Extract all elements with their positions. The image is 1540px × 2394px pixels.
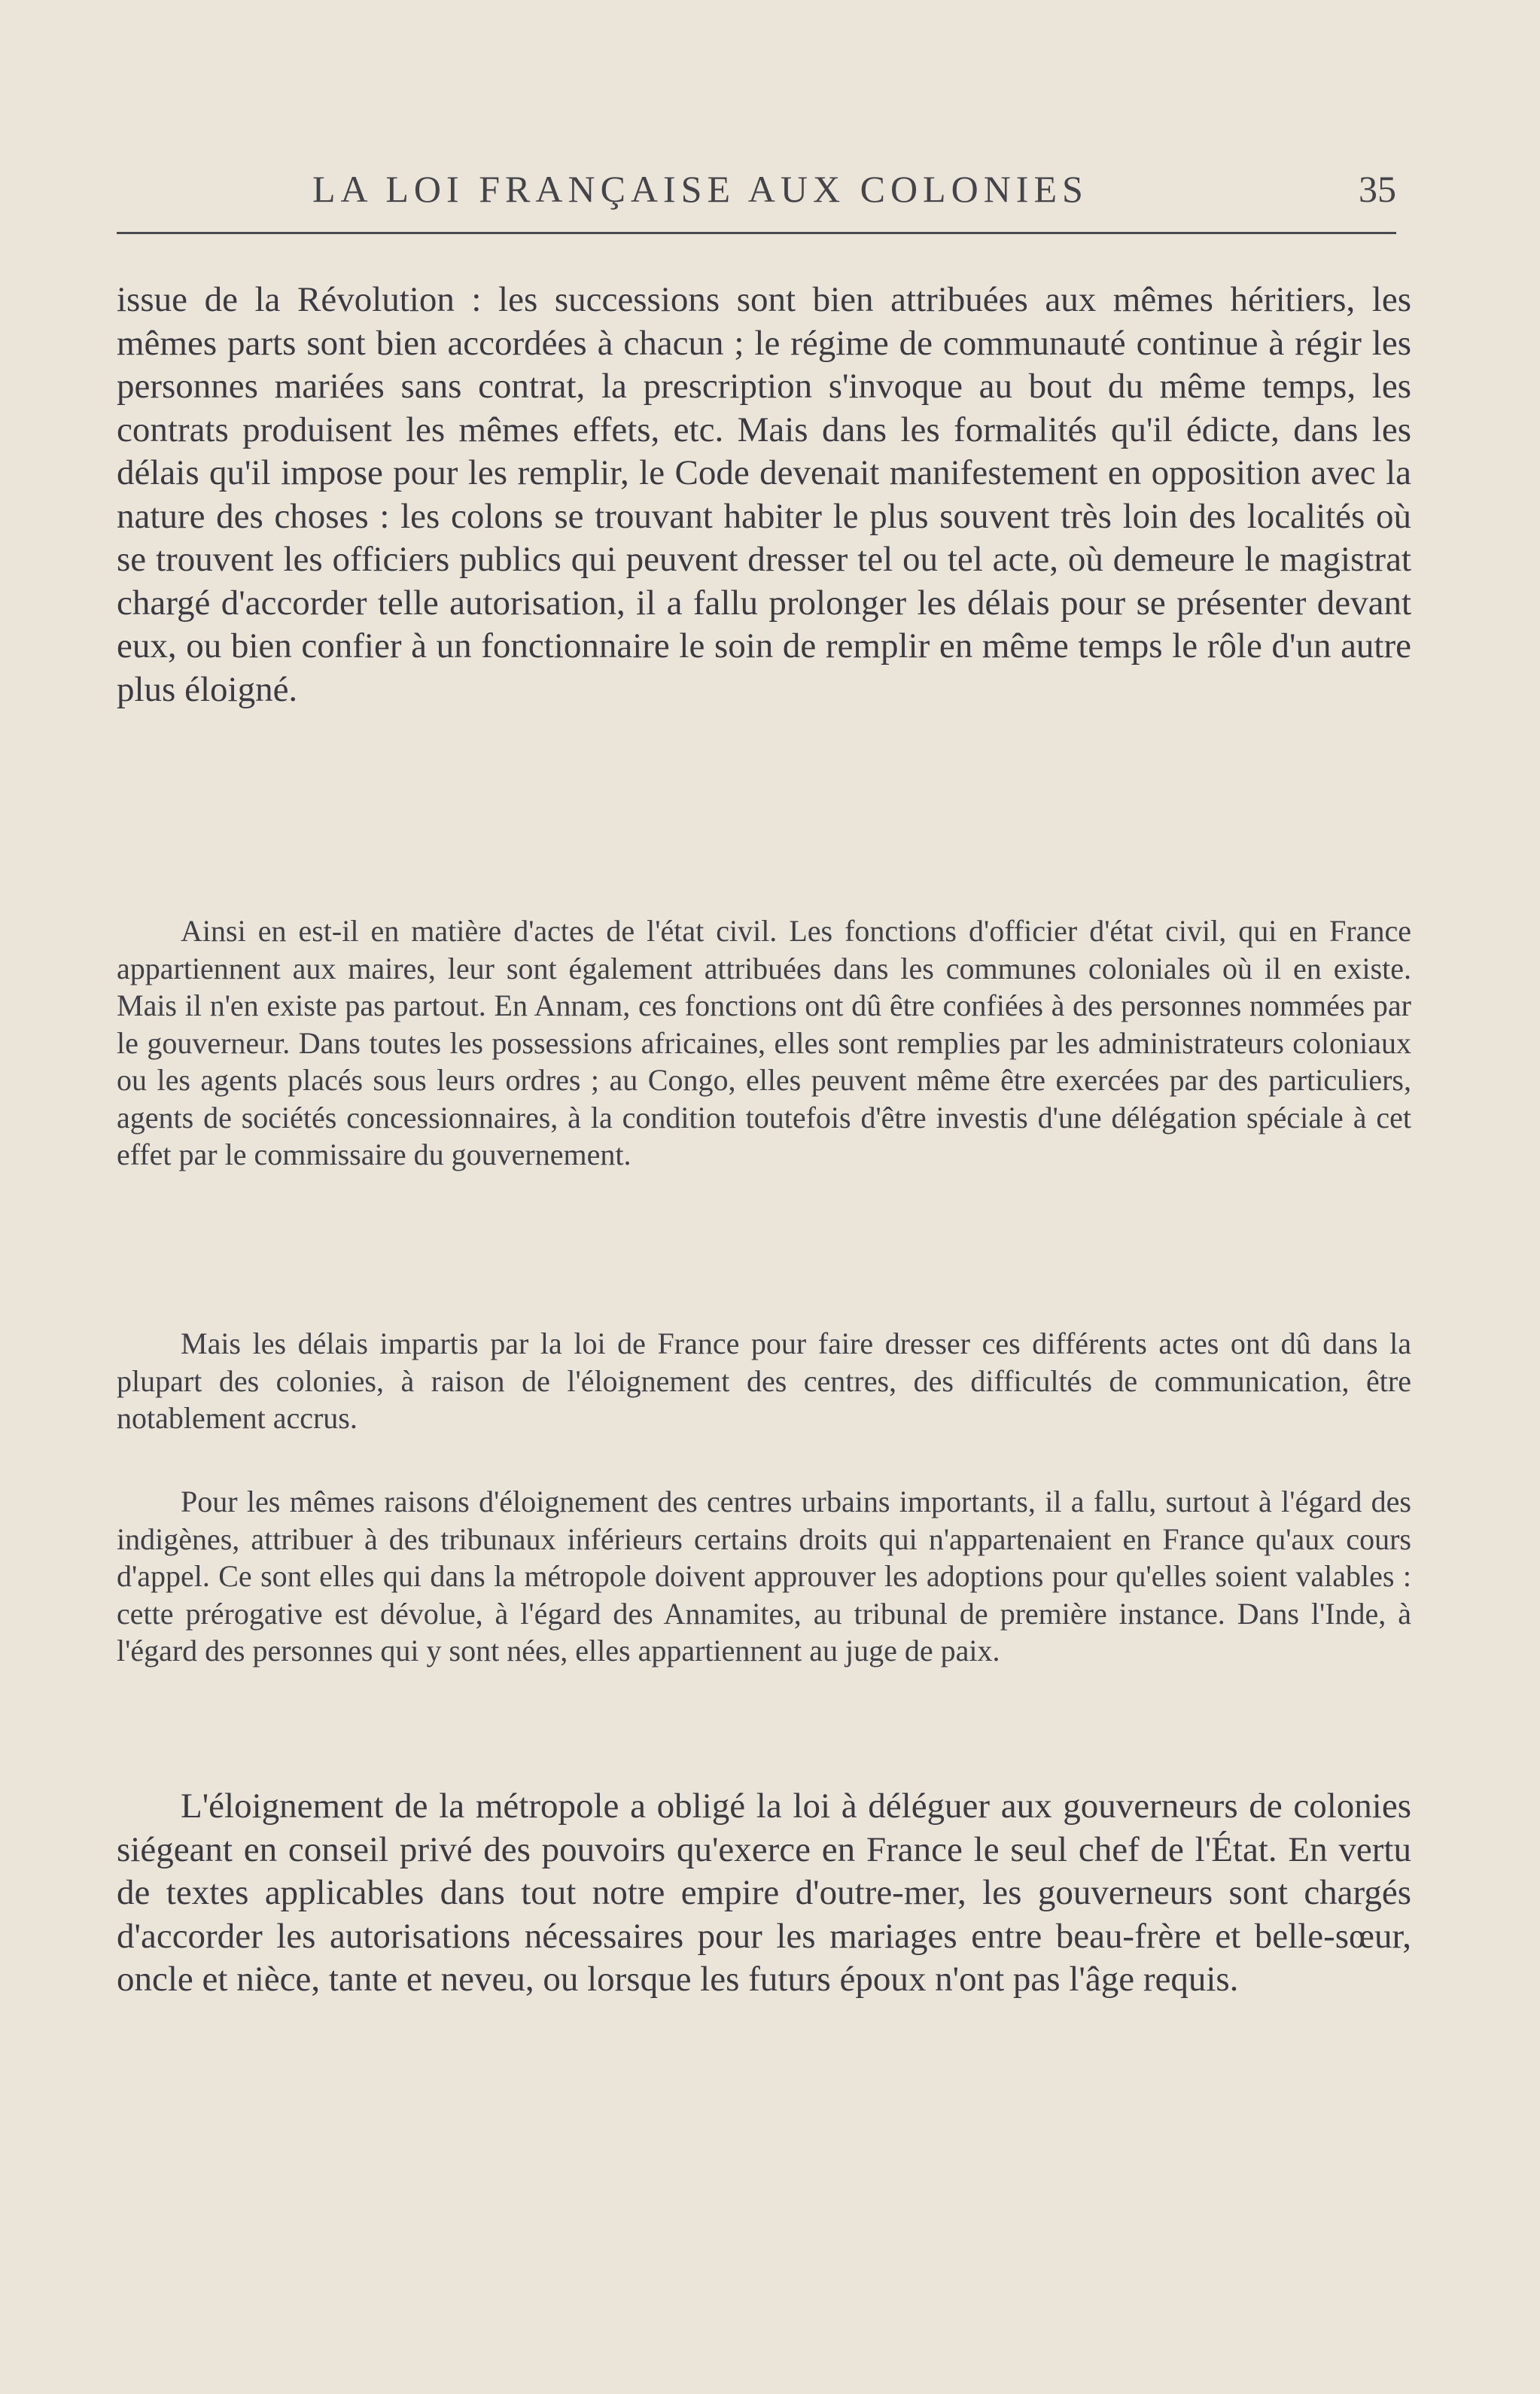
paragraph-4: Pour les mêmes raisons d'éloignement des centres urbains importants, il a fallu, surtout à l'égard des indigènes, attribuer à des tribunaux inférieurs certains droits qui n'appartenaient en France qu'aux cours d'appel. Ce sont elles qui dans la métropole doivent approuver les adoptions pour qu'elles soient valables : cette prérogative est dévolue, à l'égard des Annamites, au tribunal de première instance. Dans l'Inde, à l'égard des personnes qui y sont nées, elles appartiennent au juge de paix.: [117, 1485, 1411, 1668]
paragraph-3: Mais les délais impartis par la loi de France pour faire dresser ces différents actes ont dû dans la plupart des colonies, à raison de l'éloignement des centres, des difficultés de communication, être notablement accrus.: [117, 1326, 1411, 1435]
page-number: 35: [1359, 168, 1396, 210]
running-header: [117, 167, 1396, 212]
paragraph-2: Ainsi en est-il en matière d'actes de l'état civil. Les fonctions d'officier d'état civil, qui en France appartiennent aux maires, leur sont également attribuées dans les communes coloniales où il en existe. Mais il n'en existe pas partout. En Annam, ces fonctions ont dû être confiées à des personnes nommées par le gouverneur. Dans toutes les possessions africaines, elles sont remplies par les administrateurs coloniaux ou les agents placés sous leurs ordres ; au Congo, elles peuvent même être exercées par des particuliers, agents de sociétés concessionnaires, à la condition toutefois d'être investis d'une délégation spéciale à cet effet par le commissaire du gouvernement.: [117, 914, 1411, 1171]
header-rule: [117, 232, 1396, 234]
paragraph-1: issue de la Révolution : les successions sont bien attribuées aux mêmes héritiers, les mêmes parts sont bien accordées à chacun ; le régime de communauté continue à régir les personnes mariées sans contrat, la prescription s'invoque au bout du même temps, les contrats produisent les mêmes effets, etc. Mais dans les formalités qu'il édicte, dans les délais qu'il impose pour les remplir, le Code devenait manifestement en opposition avec la nature des choses : les colons se trouvant habiter le plus souvent très loin des localités où se trouvent les officiers publics qui peuvent dresser tel ou tel acte, où demeure le magistrat chargé d'accorder telle autorisation, il a fallu prolonger les délais pour se présenter devant eux, ou bien confier à un fonctionnaire le soin de remplir en même temps le rôle d'un autre plus éloigné.: [117, 280, 1411, 709]
paragraph-5: L'éloignement de la métropole a obligé la loi à déléguer aux gouverneurs de colonies siégeant en conseil privé des pouvoirs qu'exerce en France le seul chef de l'État. En vertu de textes applicables dans tout notre empire d'outre-mer, les gouverneurs sont chargés d'accorder les autorisations nécessaires pour les mariages entre beau-frère et belle-sœur, oncle et nièce, tante et neveu, ou lorsque les futurs époux n'ont pas l'âge requis.: [117, 1786, 1411, 1999]
running-title: LA LOI FRANÇAISE AUX COLONIES: [312, 168, 1088, 210]
